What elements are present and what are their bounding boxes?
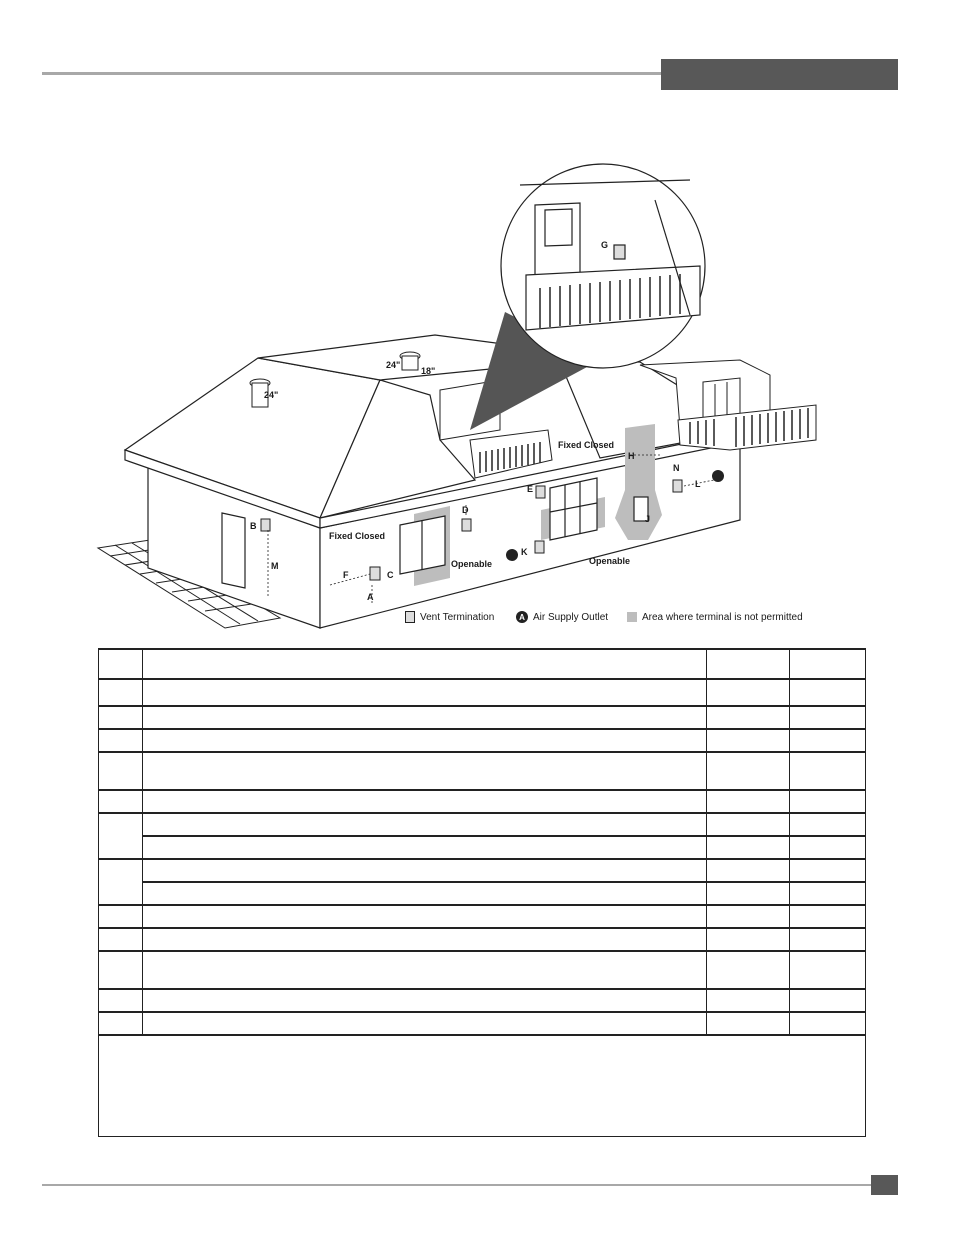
table-cell <box>143 1012 707 1035</box>
legend-air-label: Air Supply Outlet <box>533 611 609 623</box>
label-openable-2: Openable <box>589 556 631 566</box>
table-notes-row <box>99 1035 866 1136</box>
table-row <box>99 752 866 790</box>
table-cell <box>707 649 790 679</box>
table-cell <box>707 729 790 752</box>
table-row <box>99 1012 866 1035</box>
table-cell <box>707 752 790 790</box>
table-cell <box>99 989 143 1012</box>
vent-termination-icon <box>405 611 415 623</box>
label-m: M <box>271 561 279 571</box>
table-cell <box>707 882 790 905</box>
table-cell <box>790 790 866 813</box>
table-cell <box>707 928 790 951</box>
legend-vent-label: Vent Termination <box>420 611 495 623</box>
table-cell <box>790 813 866 836</box>
table-cell <box>99 859 143 905</box>
table-cell <box>707 836 790 859</box>
table-cell <box>707 813 790 836</box>
not-permitted-swatch <box>627 612 637 622</box>
footer-rule <box>42 1184 872 1186</box>
label-a: A <box>367 592 374 602</box>
label-c: C <box>387 570 394 580</box>
table-cell <box>143 951 707 989</box>
label-fixed-closed-1: Fixed Closed <box>329 531 386 541</box>
table-cell <box>143 905 707 928</box>
table-cell <box>790 752 866 790</box>
table-cell <box>143 790 707 813</box>
table-notes <box>99 1035 866 1136</box>
label-k: K <box>521 547 528 557</box>
table-cell <box>99 790 143 813</box>
table-cell <box>143 859 707 882</box>
table-cell <box>143 706 707 729</box>
table-cell <box>99 706 143 729</box>
label-e: E <box>527 484 534 494</box>
table-cell <box>707 859 790 882</box>
label-openable-1: Openable <box>451 559 493 569</box>
table-cell <box>707 706 790 729</box>
table-cell <box>99 905 143 928</box>
table-row <box>99 951 866 989</box>
table-cell <box>99 752 143 790</box>
header-rule <box>42 72 662 75</box>
dim-roof-center-a: 24" <box>386 360 401 370</box>
table-cell <box>143 649 707 679</box>
table-cell <box>143 882 707 905</box>
table-row <box>99 813 866 836</box>
label-j: J <box>645 514 651 524</box>
air-supply-icon: A <box>516 611 528 623</box>
table-row <box>99 836 866 859</box>
table-row <box>99 706 866 729</box>
clearance-table <box>98 648 866 1137</box>
label-h: H <box>628 451 635 461</box>
table-cell <box>790 1012 866 1035</box>
table-cell <box>143 813 707 836</box>
label-g: G <box>601 240 609 250</box>
table-cell <box>143 679 707 706</box>
table-cell <box>99 928 143 951</box>
table-cell <box>99 951 143 989</box>
table-cell <box>143 928 707 951</box>
table-cell <box>790 951 866 989</box>
table-cell <box>707 989 790 1012</box>
table-cell <box>790 859 866 882</box>
label-fixed-closed-2: Fixed Closed <box>558 440 615 450</box>
table-row <box>99 679 866 706</box>
legend-air <box>516 608 608 626</box>
legend-area-label: Area where terminal is not permitted <box>642 611 803 623</box>
label-f: F <box>343 570 349 580</box>
table-cell <box>99 649 143 679</box>
table-cell <box>790 679 866 706</box>
legend-area <box>627 608 803 626</box>
table-cell <box>790 649 866 679</box>
header-section-tab <box>661 59 898 90</box>
table-row <box>99 790 866 813</box>
table-cell <box>143 989 707 1012</box>
label-d: D <box>462 505 469 515</box>
table-cell <box>707 1012 790 1035</box>
table-row <box>99 989 866 1012</box>
table-row <box>99 882 866 905</box>
label-n: N <box>673 463 680 473</box>
table-cell <box>99 679 143 706</box>
legend-vent <box>405 608 494 626</box>
table-cell <box>790 989 866 1012</box>
dim-roof-center-b: 18" <box>421 366 436 376</box>
table-row <box>99 905 866 928</box>
footer-page-tab <box>871 1175 898 1195</box>
table-cell <box>790 882 866 905</box>
table-cell <box>790 836 866 859</box>
label-b: B <box>250 521 257 531</box>
table-cell <box>99 813 143 859</box>
dim-roof-left: 24" <box>264 390 279 400</box>
table-cell <box>790 706 866 729</box>
house-vent-clearance-illustration <box>90 160 830 640</box>
table-cell <box>790 905 866 928</box>
table-row <box>99 859 866 882</box>
table-row <box>99 729 866 752</box>
table-cell <box>99 1012 143 1035</box>
table-cell <box>707 951 790 989</box>
label-l: L <box>695 479 701 489</box>
table-cell <box>707 905 790 928</box>
table-cell <box>143 752 707 790</box>
table-cell <box>143 836 707 859</box>
table-row <box>99 928 866 951</box>
table-cell <box>790 729 866 752</box>
table-cell <box>143 729 707 752</box>
table-cell <box>790 928 866 951</box>
table-cell <box>707 790 790 813</box>
table-cell <box>99 729 143 752</box>
table-row <box>99 649 866 679</box>
table-cell <box>707 679 790 706</box>
